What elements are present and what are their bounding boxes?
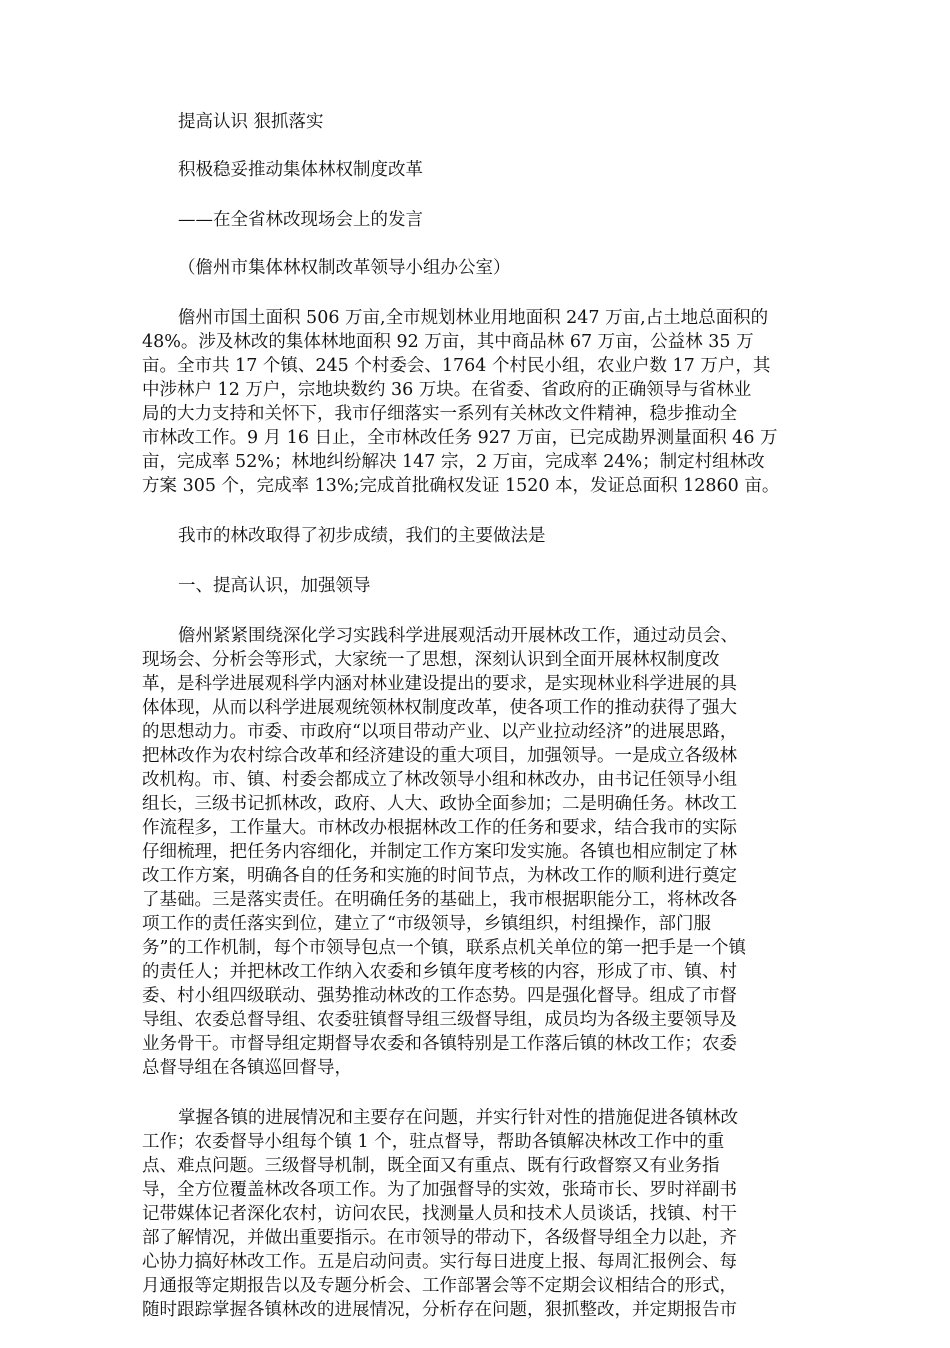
paragraph-5-line: 导，全方位覆盖林改各项工作。为了加强督导的实效，张琦市长、罗时祥副书 [142, 1180, 737, 1200]
document-page [142, 110, 808, 1348]
paragraph-4-line: 体体现，从而以科学进展观统领林权制度改革，使各项工作的推动获得了强大 [142, 698, 737, 718]
paragraph-2: 我市的林改取得了初步成绩，我们的主要做法是 [178, 526, 546, 546]
paragraph-4-line: 革，是科学进展观科学内涵对林业建设提出的要求，是实现林业科学进展的具 [142, 674, 737, 694]
paragraph-4-line: 总督导组在各镇巡回督导， [142, 1058, 352, 1078]
paragraph-4-line: 务”的工作机制，每个市领导包点一个镇，联系点机关单位的第一把手是一个镇 [142, 938, 746, 958]
paragraph-1-line: 中涉林户 12 万户，宗地块数约 36 万块。在省委、省政府的正确领导与省林业 [142, 380, 752, 400]
paragraph-4-line: 项工作的责任落实到位，建立了“市级领导，乡镇组织，村组操作，部门服 [142, 914, 711, 934]
paragraph-4-line: 把林改作为农村综合改革和经济建设的重大项目，加强领导。一是成立各级林 [142, 746, 737, 766]
paragraph-4-line: 改机构。市、镇、村委会都成立了林改领导小组和林改办，由书记任领导小组 [142, 770, 737, 790]
paragraph-5-line: 工作；农委督导小组每个镇 1 个，驻点督导，帮助各镇解决林改工作中的重 [142, 1132, 725, 1152]
author-line: （儋州市集体林权制改革领导小组办公室） [178, 258, 511, 278]
paragraph-4-line: 改工作方案，明确各自的任务和实施的时间节点，为林改工作的顺利进行奠定 [142, 866, 737, 886]
paragraph-5-line: 随时跟踪掌握各镇林改的进展情况，分析存在问题，狠抓整改，并定期报告市 [142, 1300, 737, 1320]
paragraph-4-line: 的思想动力。市委、市政府“以项目带动产业、以产业拉动经济”的进展思路， [142, 722, 738, 742]
paragraph-1-line: 方案 305 个，完成率 13%;完成首批确权发证 1520 本，发证总面积 12860 亩。 [142, 476, 780, 496]
paragraph-4-line: 导组、农委总督导组、农委驻镇督导组三级督导组，成员均为各级主要领导及 [142, 1010, 737, 1030]
paragraph-4-line: 业务骨干。市督导组定期督导农委和各镇特别是工作落后镇的林改工作；农委 [142, 1034, 737, 1054]
paragraph-4-line: 组长，三级书记抓林改，政府、人大、政协全面参加；二是明确任务。林改工 [142, 794, 737, 814]
section-heading-1: 一、提高认识，加强领导 [178, 576, 371, 596]
paragraph-5-line: 点、难点问题。三级督导机制，既全面又有重点、既有行政督察又有业务指 [142, 1156, 720, 1176]
paragraph-4-line: 的责任人；并把林改工作纳入农委和乡镇年度考核的内容，形成了市、镇、村 [142, 962, 737, 982]
subtitle: ——在全省林改现场会上的发言 [178, 210, 423, 230]
paragraph-5-line: 部了解情况，并做出重要指示。在市领导的带动下，各级督导组全力以赴，齐 [142, 1228, 737, 1248]
paragraph-5-line: 心协力搞好林改工作。五是启动问责。实行每日进度上报、每周汇报例会、每 [142, 1252, 737, 1272]
paragraph-4-line: 委、村小组四级联动、强势推动林改的工作态势。四是强化督导。组成了市督 [142, 986, 737, 1006]
paragraph-1-line: 亩。全市共 17 个镇、245 个村委会、1764 个村民小组，农业户数 17 万户，其 [142, 356, 771, 376]
paragraph-4-line: 儋州紧紧围绕深化学习实践科学进展观活动开展林改工作，通过动员会、 [178, 626, 738, 646]
paragraph-4-line: 了基础。三是落实责任。在明确任务的基础上，我市根据职能分工，将林改各 [142, 890, 737, 910]
paragraph-5 [142, 1106, 808, 1322]
paragraph-1-line: 亩，完成率 52%；林地纠纷解决 147 宗，2 万亩，完成率 24%；制定村组林改 [142, 452, 765, 472]
title-line-2: 积极稳妥推动集体林权制度改革 [178, 160, 423, 180]
paragraph-1-line: 儋州市国土面积 506 万亩,全市规划林业用地面积 247 万亩,占土地总面积的 [178, 308, 769, 328]
paragraph-1-line: 市林改工作。9 月 16 日止，全市林改任务 927 万亩，已完成勘界测量面积 46 万 [142, 428, 778, 448]
paragraph-1-line: 48%。涉及林改的集体林地面积 92 万亩，其中商品林 67 万亩，公益林 35 万 [142, 332, 754, 352]
paragraph-5-line: 月通报等定期报告以及专题分析会、工作部署会等不定期会议相结合的形式， [142, 1276, 737, 1296]
paragraph-5-line: 掌握各镇的进展情况和主要存在问题，并实行针对性的措施促进各镇林改 [178, 1108, 738, 1128]
paragraph-5-line: 记带媒体记者深化农村，访问农民，找测量人员和技术人员谈话，找镇、村干 [142, 1204, 737, 1224]
paragraph-4-line: 仔细梳理，把任务内容细化，并制定工作方案印发实施。各镇也相应制定了林 [142, 842, 737, 862]
paragraph-4 [142, 624, 808, 1080]
paragraph-1 [142, 306, 808, 498]
paragraph-4-line: 现场会、分析会等形式，大家统一了思想，深刻认识到全面开展林权制度改 [142, 650, 720, 670]
paragraph-4-line: 作流程多，工作量大。市林改办根据林改工作的任务和要求，结合我市的实际 [142, 818, 737, 838]
title-line-1: 提高认识 狠抓落实 [178, 112, 324, 132]
paragraph-1-line: 局的大力支持和关怀下，我市仔细落实一系列有关林改文件精神，稳步推动全 [142, 404, 737, 424]
